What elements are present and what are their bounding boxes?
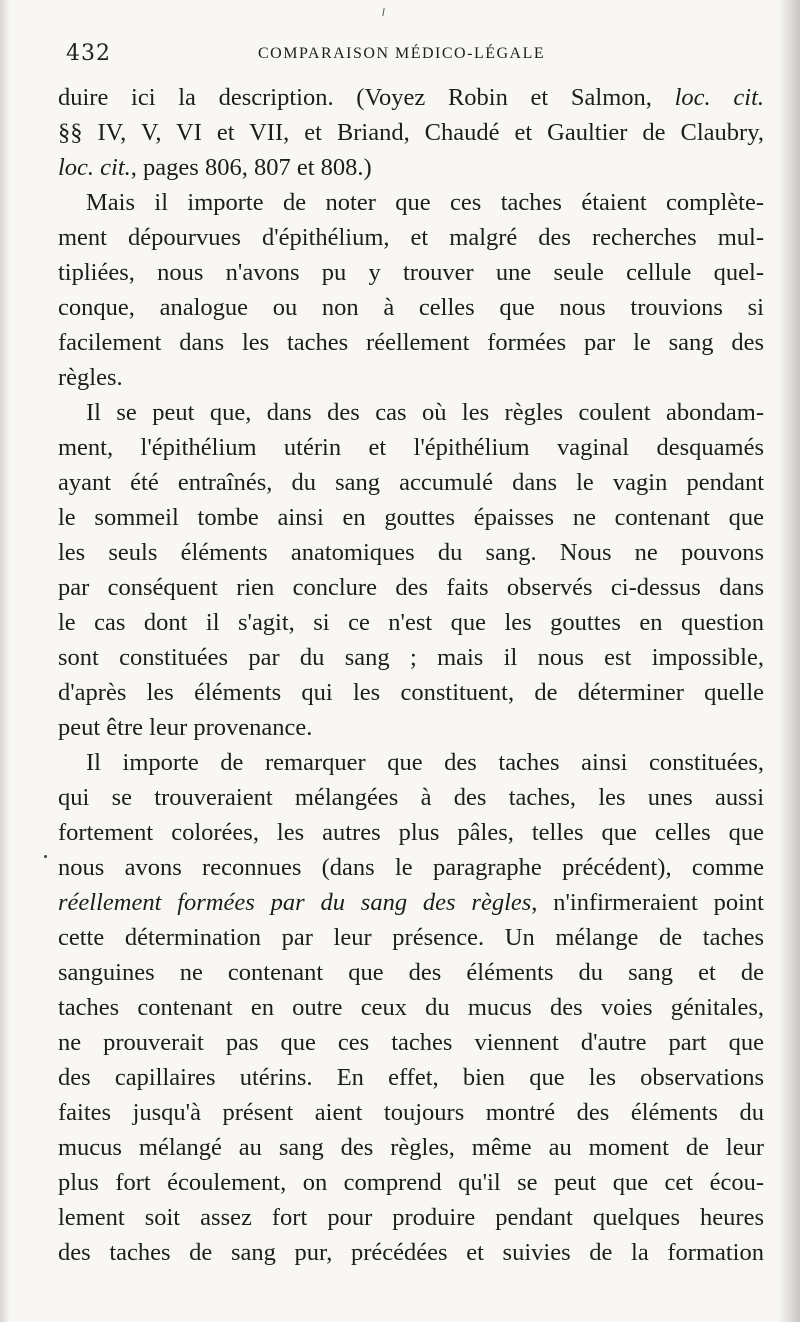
running-head: COMPARAISON MÉDICO-LÉGALE — [258, 45, 546, 62]
text-line: d'après les éléments qui les constituent, de déterminer quelle — [58, 679, 764, 706]
text-line: sont constituées par du sang ; mais il nous est impossible, — [58, 644, 764, 671]
text-line: règles. — [58, 364, 123, 391]
text-line: faites jusqu'à présent aient toujours montré des éléments du — [58, 1099, 764, 1126]
text-line: ment, l'épithélium utérin et l'épithélium vaginal desquamés — [58, 434, 764, 461]
text-line: loc. cit., pages 806, 807 et 808.) — [58, 154, 372, 181]
text-line: sanguines ne contenant que des éléments du sang et de — [58, 959, 764, 986]
page-header — [66, 40, 756, 70]
ink-speck — [44, 855, 47, 858]
text-line: cette détermination par leur présence. Un mélange de taches — [58, 924, 764, 951]
page-number: 432 — [66, 41, 111, 66]
italic-text: réellement formées par du sang des règles — [58, 889, 532, 916]
page-right-edge-shadow — [778, 0, 800, 1322]
ink-tick-mark — [382, 8, 384, 16]
text-line: par conséquent rien conclure des faits observés ci-dessus dans — [58, 574, 764, 601]
text-line: duire ici la description. (Voyez Robin et Salmon, loc. cit. — [58, 84, 764, 111]
text-line: taches contenant en outre ceux du mucus des voies génitales, — [58, 994, 764, 1021]
page-left-edge-shadow — [0, 0, 10, 1322]
text-line: mucus mélangé au sang des règles, même au moment de leur — [58, 1134, 764, 1161]
text-line: lement soit assez fort pour produire pendant quelques heures — [58, 1204, 764, 1231]
italic-text: loc. cit. — [674, 84, 764, 111]
text-line: des capillaires utérins. En effet, bien que les observations — [58, 1064, 764, 1091]
text-line: le sommeil tombe ainsi en gouttes épaisses ne contenant que — [58, 504, 764, 531]
text-line: nous avons reconnues (dans le paragraphe précédent), comme — [58, 854, 764, 881]
text-line: tipliées, nous n'avons pu y trouver une seule cellule quel- — [58, 259, 764, 286]
text-line-italic-phrase: réellement formées par du sang des règles, n'infirmeraient point — [58, 889, 764, 916]
text-line: peut être leur provenance. — [58, 714, 313, 741]
text-line: le cas dont il s'agit, si ce n'est que les gouttes en question — [58, 609, 764, 636]
text-line: qui se trouveraient mélangées à des taches, les unes aussi — [58, 784, 764, 811]
paragraph-start-line: Il importe de remarquer que des taches ainsi constituées, — [86, 749, 764, 776]
italic-text: loc. cit. — [58, 154, 131, 181]
text-line: ayant été entraînés, du sang accumulé dans le vagin pendant — [58, 469, 764, 496]
text-line: conque, analogue ou non à celles que nous trouvions si — [58, 294, 764, 321]
paragraph-start-line: Il se peut que, dans des cas où les règles coulent abondam- — [86, 399, 764, 426]
text-line: fortement colorées, les autres plus pâles, telles que celles que — [58, 819, 764, 846]
text-line: facilement dans les taches réellement formées par le sang des — [58, 329, 764, 356]
text-line: des taches de sang pur, précédées et suivies de la formation — [58, 1239, 764, 1266]
text-line: ne prouverait pas que ces taches viennent d'autre part que — [58, 1029, 764, 1056]
text-line: §§ IV, V, VI et VII, et Briand, Chaudé et Gaultier de Claubry, — [58, 119, 764, 146]
text-line: les seuls éléments anatomiques du sang. Nous ne pouvons — [58, 539, 764, 566]
text-line: ment dépourvues d'épithélium, et malgré des recherches mul- — [58, 224, 764, 251]
paragraph-start-line: Mais il importe de noter que ces taches étaient complète- — [86, 189, 764, 216]
text-line: plus fort écoulement, on comprend qu'il se peut que cet écou- — [58, 1169, 764, 1196]
